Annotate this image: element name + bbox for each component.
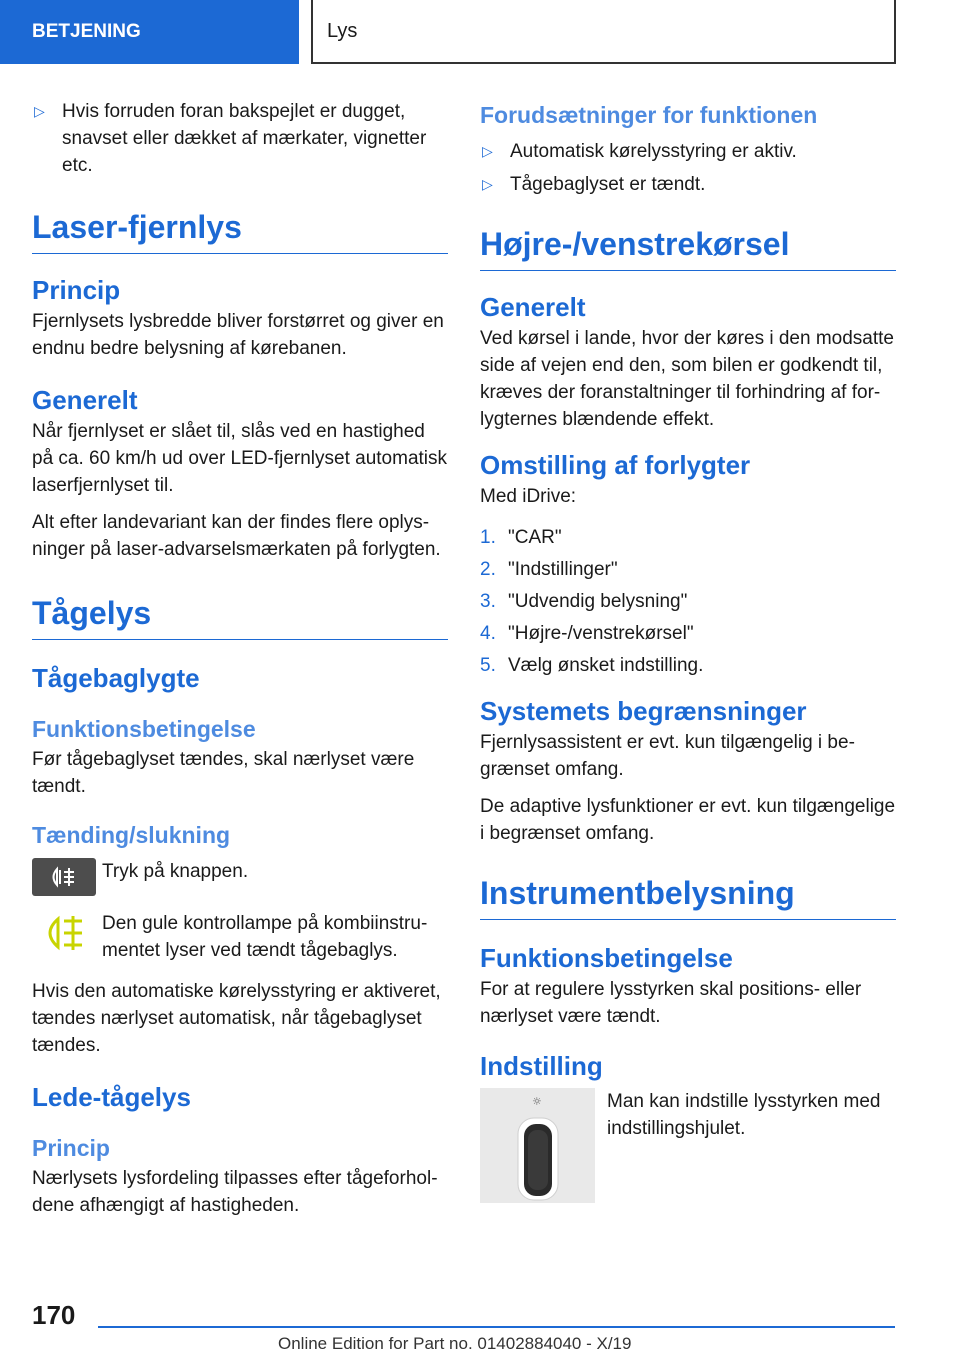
- heading-system: Systemets begrænsninger: [480, 696, 807, 726]
- heading-hojre-venstre: Højre-/venstrekørsel: [480, 224, 896, 271]
- list-item: [480, 138, 896, 165]
- step-number: 4.: [480, 623, 496, 644]
- paragraph: Nærlysets lysfordeling tilpasses efter tågeforholdene afhængigt af hastigheden.: [32, 1168, 438, 1216]
- page-number: 170: [32, 1300, 76, 1330]
- step-text: "Højre-/venstrekørsel": [508, 623, 694, 644]
- paragraph: Alt efter landevariant kan der findes flere oplysninger på laser-advarselsmærkaten på forlygten.: [32, 512, 441, 560]
- instruction-text: Tryk på knappen.: [102, 861, 249, 882]
- bullet-text: Tågebaglyset er tændt.: [510, 174, 706, 195]
- step-text: Vælg ønsket indstilling.: [508, 655, 704, 676]
- step-text: "CAR": [508, 527, 562, 548]
- heading-instrumentbelysning: Instrumentbelysning: [480, 873, 896, 920]
- paragraph: Med iDrive:: [480, 486, 577, 507]
- paragraph: Fjernlysassistent er evt. kun tilgængelig i begrænset omfang.: [480, 732, 855, 780]
- heading-lede-princip: Princip: [32, 1135, 110, 1161]
- paragraph: Når fjernlyset er slået til, slås ved en hastighed på ca. 60 km/h ud over LED-fjernlyset automatisk laserfjernlyset til.: [32, 421, 448, 496]
- section-tab: [0, 0, 299, 64]
- paragraph: Hvis den automatiske kørelysstyring er aktiveret, tændes nærlyset automatisk, når tågebaglyset tændes.: [32, 981, 441, 1056]
- rear-fog-lamp-indicator-icon: [32, 910, 96, 956]
- paragraph: Fjernlysets lysbredde bliver forstørret og giver en endnu bedre belysning af kørebanen.: [32, 311, 444, 359]
- paragraph: De adaptive lysfunktioner er evt. kun tilgængelige i begrænset omfang.: [480, 796, 896, 844]
- step-number: 3.: [480, 591, 496, 612]
- wheel-text: Man kan indstille lysstyrken med indstillingshjulet.: [607, 1091, 881, 1139]
- list-item: [480, 588, 896, 615]
- heading-taagebaglygte: Tågebaglygte: [32, 663, 200, 693]
- heading-lede-taagelys: Lede-tågelys: [32, 1082, 191, 1112]
- bullet-triangle-icon: ▷: [482, 176, 493, 192]
- paragraph: Ved kørsel i lande, hvor der køres i den modsatte side af vejen end den, som bilen er godkendt til, kræves der foranstaltninger til forhindring af forlygternes blændende effekt.: [480, 328, 894, 430]
- step-text: "Udvendig belysning": [508, 591, 688, 612]
- heading-taagelys: Tågelys: [32, 593, 448, 640]
- list-item: [480, 524, 896, 551]
- button-instruction: [32, 858, 448, 896]
- heading-laser: Laser-fjernlys: [32, 207, 448, 254]
- list-item: [480, 652, 896, 679]
- heading-funktionsbetingelse: Funktionsbetingelse: [32, 716, 256, 742]
- bullet-triangle-icon: ▷: [34, 103, 45, 119]
- heading-forudsaetninger: Forudsætninger for funktionen: [480, 102, 818, 128]
- paragraph: Før tågebaglyset tændes, skal nærlyset være tændt.: [32, 749, 415, 797]
- section-label: BETJENING: [32, 21, 141, 42]
- heading-taending: Tænding/slukning: [32, 822, 231, 848]
- left-column: [32, 98, 448, 1229]
- step-number: 5.: [480, 655, 496, 676]
- chapter-title-box: [311, 0, 896, 64]
- lamp-text: Den gule kontrollampe på kombiinstrumentet lyser ved tændt tågebaglys.: [102, 913, 428, 961]
- lamp-instruction: [32, 910, 448, 964]
- step-number: 1.: [480, 527, 496, 548]
- wheel-instruction: [480, 1088, 896, 1203]
- step-number: 2.: [480, 559, 496, 580]
- heading-indstilling: Indstilling: [480, 1051, 603, 1081]
- list-item: [32, 98, 448, 179]
- list-item: [480, 556, 896, 583]
- heading-omstilling: Omstilling af forlygter: [480, 450, 751, 480]
- right-column: [480, 98, 896, 1217]
- step-list: [480, 524, 896, 679]
- heading-princip: Princip: [32, 275, 121, 305]
- heading-generelt: Generelt: [32, 385, 138, 415]
- heading-funktionsbetingelse: Funktionsbetingelse: [480, 943, 733, 973]
- bullet-triangle-icon: ▷: [482, 143, 493, 159]
- fog-light-button-icon: [32, 858, 96, 896]
- chapter-title: Lys: [327, 19, 358, 42]
- step-text: "Indstillinger": [508, 559, 618, 580]
- footer-divider: [98, 1326, 895, 1328]
- bullet-text: Automatisk kørelysstyring er aktiv.: [510, 141, 797, 162]
- list-item: [480, 171, 896, 198]
- heading-generelt: Generelt: [480, 292, 586, 322]
- list-item: [480, 620, 896, 647]
- dimmer-wheel-image: [480, 1088, 595, 1203]
- edition-text: Online Edition for Part no. 01402884040 - X/19: [278, 1334, 632, 1353]
- svg-text:☼: ☼: [532, 1095, 542, 1108]
- paragraph: For at regulere lysstyrken skal positions- eller nærlyset være tændt.: [480, 979, 862, 1027]
- bullet-text: Hvis forruden foran bakspejlet er dugget, snavset eller dækket af mærkater, vignetter etc.: [62, 101, 427, 176]
